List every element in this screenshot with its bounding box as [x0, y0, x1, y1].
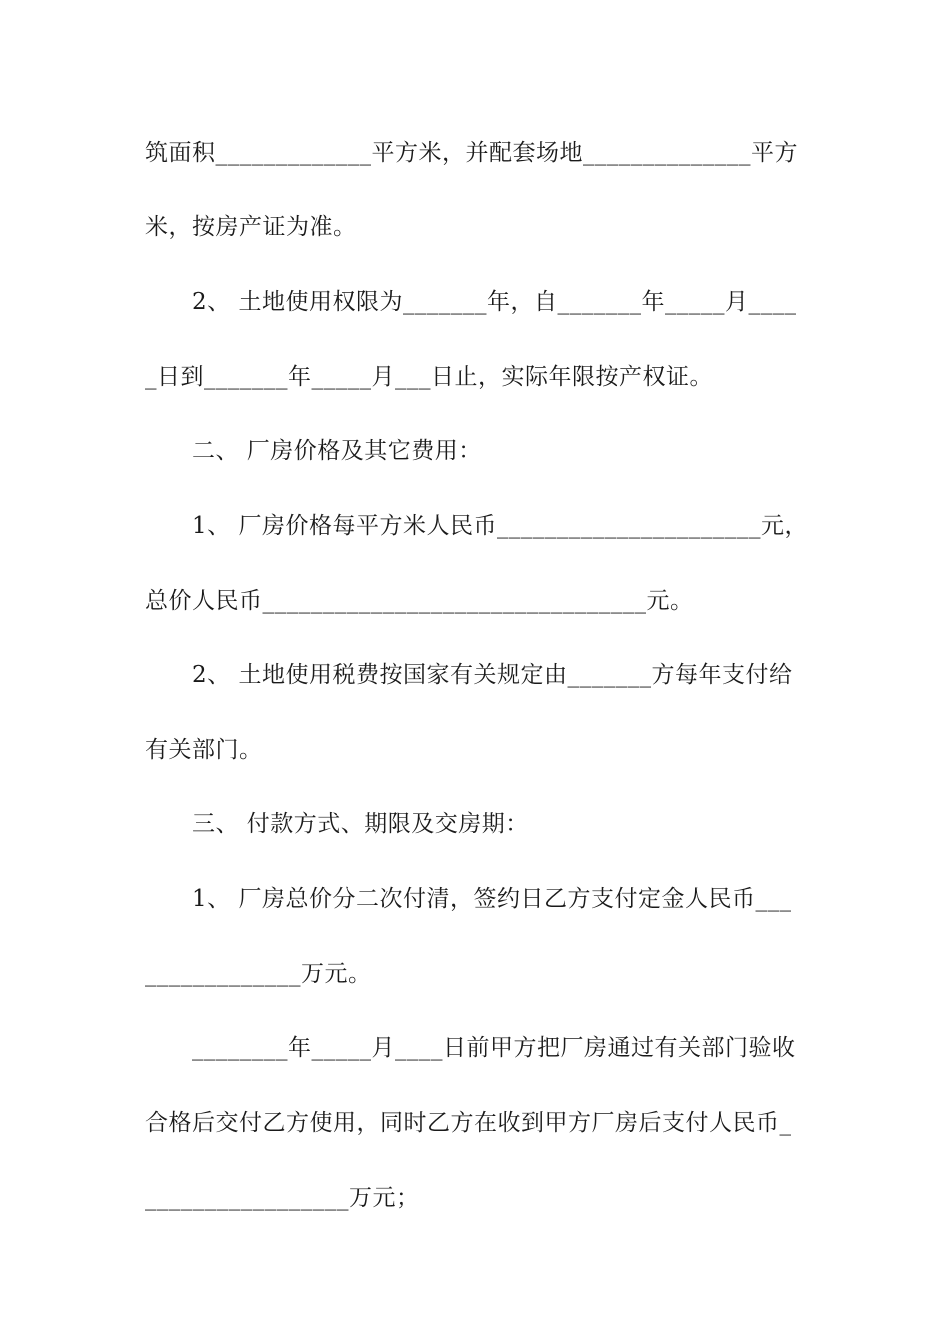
- section-heading-2: 二、 厂房价格及其它费用：: [192, 438, 482, 464]
- paragraph-line: _________________万元；: [145, 1185, 420, 1211]
- clause-2-land-tax: 2、 土地使用税费按国家有关规定由_______方每年支付给: [192, 662, 793, 688]
- paragraph-line: 合格后交付乙方使用，同时乙方在收到甲方厂房后支付人民币_: [145, 1110, 792, 1136]
- paragraph-line: 有关部门。: [145, 737, 263, 763]
- paragraph-line: _日到_______年_____月___日止，实际年限按产权证。: [145, 364, 713, 390]
- paragraph-line: _____________万元。: [145, 961, 372, 987]
- paragraph-line: 总价人民币________________________________元。: [145, 588, 694, 614]
- paragraph-line: 筑面积_____________平方米，并配套场地______________平方: [145, 140, 798, 166]
- section-heading-3: 三、 付款方式、期限及交房期：: [192, 811, 529, 837]
- clause-2-land-use-term: 2、 土地使用权限为_______年，自_______年_____月____: [192, 289, 797, 315]
- paragraph-handover-date: ________年_____月____日前甲方把厂房通过有关部门验收: [192, 1035, 796, 1061]
- clause-1-payment: 1、 厂房总价分二次付清，签约日乙方支付定金人民币___: [192, 886, 792, 912]
- clause-1-price: 1、 厂房价格每平方米人民币______________________元，: [192, 513, 808, 539]
- paragraph-line: 米，按房产证为准。: [145, 214, 357, 240]
